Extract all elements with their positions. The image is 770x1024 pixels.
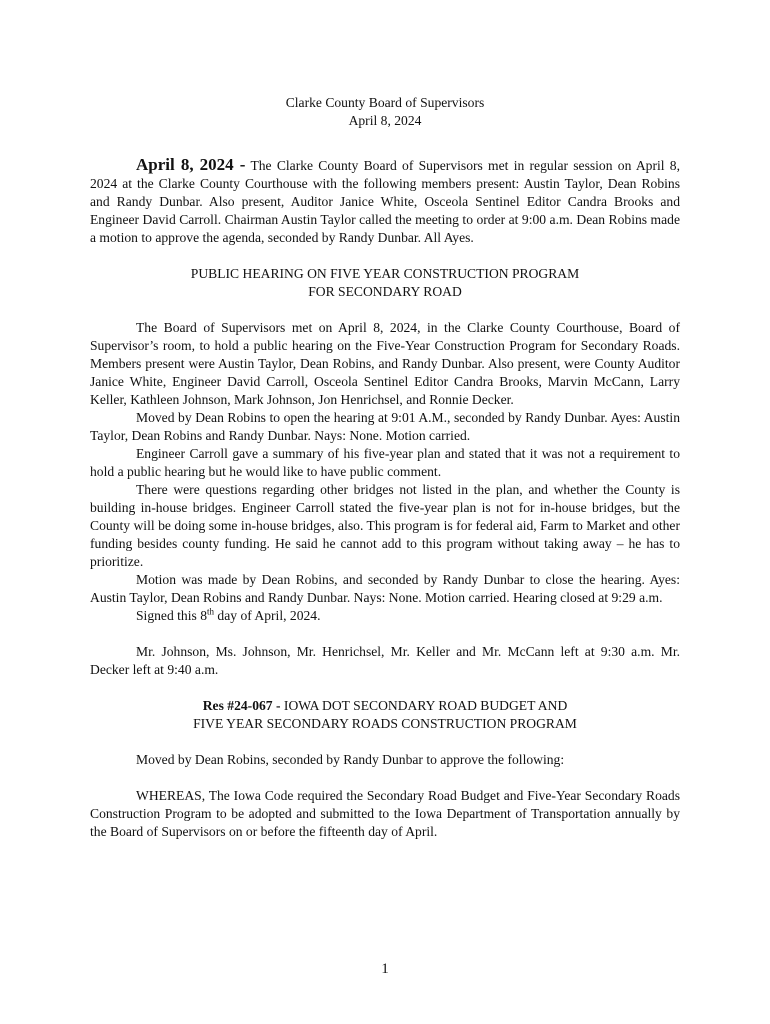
resolution-title-text: IOWA DOT SECONDARY ROAD BUDGET AND [280, 698, 568, 713]
page-number: 1 [381, 961, 389, 977]
document-body [90, 94, 680, 841]
resolution-title-line1 [90, 697, 680, 715]
hearing-paragraph-4: There were questions regarding other bridges not listed in the plan, and whether the County is building in-house bridges. Engineer Carroll stated the five-year plan is not for in-house bridges, but the County will be doing some in-house bridges, also. This program is for federal aid, Farm to Market and other funding besides county funding. He said he cannot add to this program without taking away – he has to prioritize. [90, 482, 680, 569]
signed-line [90, 607, 680, 625]
header-org: Clarke County Board of Supervisors [285, 95, 485, 110]
signed-post: day of April, 2024. [214, 608, 321, 623]
intro-paragraph [90, 156, 680, 247]
signed-pre: Signed this 8 [136, 608, 207, 623]
hearing-paragraph-3: Engineer Carroll gave a summary of his five-year plan and stated that it was not a requirement to hold a public hearing but he would like to have public comment. [90, 446, 680, 479]
resolution-title-line2: FIVE YEAR SECONDARY ROADS CONSTRUCTION PROGRAM [193, 716, 577, 731]
intro-lead-date: April 8, 2024 - [136, 155, 246, 174]
hearing-paragraph-1: The Board of Supervisors met on April 8, 2024, in the Clarke County Courthouse, Board of Supervisor’s room, to hold a public hearing on the Five-Year Construction Program for Secondary Roads. Members present were Austin Taylor, Dean Robins, and Randy Dunbar. Also present, were County Auditor Janice White, Engineer David Carroll, Osceola Sentinel Editor Candra Brooks, Marvin McCann, Larry Keller, Kathleen Johnson, Mark Johnson, Jon Henrichsel, and Ronnie Decker. [90, 320, 680, 407]
resolution-moved: Moved by Dean Robins, seconded by Randy Dunbar to approve the following: [136, 752, 565, 767]
hearing-paragraph-5: Motion was made by Dean Robins, and seconded by Randy Dunbar to close the hearing. Ayes: Austin Taylor, Dean Robins and Randy Dunbar. Nays: None. Motion carried. Hearing closed at 9:29 a.m. [90, 572, 680, 605]
resolution-whereas: WHEREAS, The Iowa Code required the Secondary Road Budget and Five-Year Secondary Roads Construction Program to be adopted and submitted to the Iowa Department of Transportation annually by the Board of Supervisors on or before the fifteenth day of April. [90, 788, 680, 839]
intro-text: The Clarke County Board of Supervisors met in regular session on April 8, 2024 at the Clarke County Courthouse with the following members present: Austin Taylor, Dean Robins and Randy Dunbar. Also present, Auditor Janice White, Osceola Sentinel Editor Candra Brooks and Engineer David Carroll. Chairman Austin Taylor called the meeting to order at 9:00 a.m. Dean Robins made a motion to approve the agenda, seconded by Randy Dunbar. All Ayes. [90, 158, 680, 245]
hearing-title-line1: PUBLIC HEARING ON FIVE YEAR CONSTRUCTION PROGRAM [190, 266, 580, 281]
hearing-title-line2: FOR SECONDARY ROAD [308, 284, 462, 299]
resolution-number: Res #24-067 - [202, 698, 281, 713]
signed-sup: th [207, 606, 215, 617]
hearing-paragraph-2: Moved by Dean Robins to open the hearing at 9:01 A.M., seconded by Randy Dunbar. Ayes: Austin Taylor, Dean Robins and Randy Dunbar. Nays: None. Motion carried. [90, 410, 680, 443]
header-date: April 8, 2024 [348, 113, 422, 128]
departures-paragraph: Mr. Johnson, Ms. Johnson, Mr. Henrichsel, Mr. Keller and Mr. McCann left at 9:30 a.m. Mr. Decker left at 9:40 a.m. [90, 644, 680, 677]
